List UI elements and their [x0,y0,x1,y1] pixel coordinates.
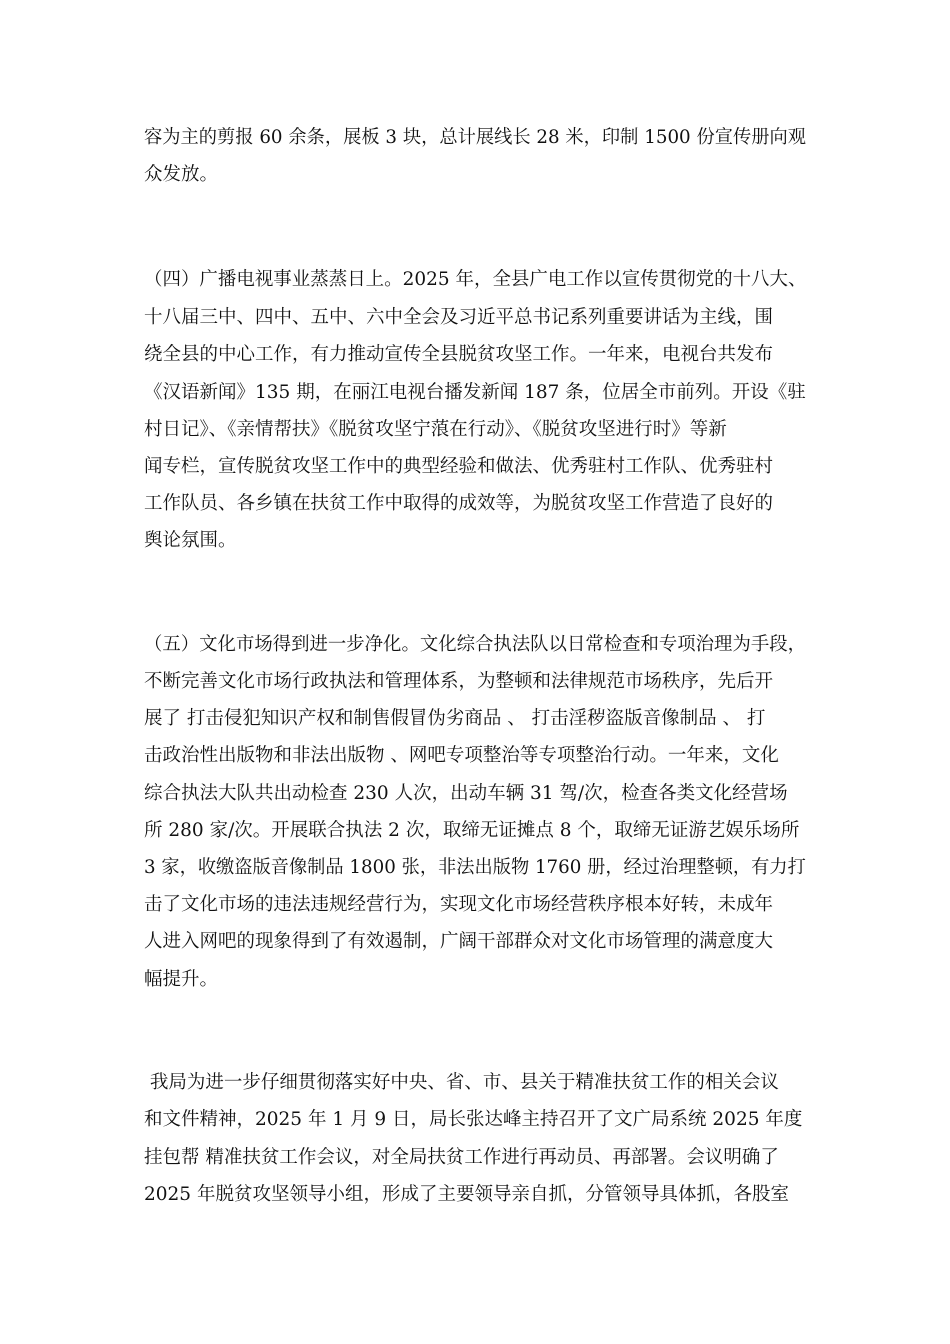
text-line: 展了 打击侵犯知识产权和制售假冒伪劣商品 、 打击淫秽盗版音像制品 、 打 [144,708,766,729]
text-line: 综合执法大队共出动检查 230 人次，出动车辆 31 驾/次，检查各类文化经营场 [144,783,788,804]
text-line: 所 280 家/次。开展联合执法 2 次，取缔无证摊点 8 个，取缔无证游艺娱乐场所 [144,820,800,841]
section-heading-line: （五）文化市场得到进一步净化。文化综合执法队以日常检查和专项治理为手段， [144,634,807,655]
text-line: 十八届三中、四中、五中、六中全会及习近平总书记系列重要讲话为主线，围 [144,307,774,328]
text-line: 舆论氛围。 [144,530,237,551]
text-line: 我局为进一步仔细贯彻落实好中央、省、市、县关于精准扶贫工作的相关会议 [144,1072,779,1093]
text-line: 人进入网吧的现象得到了有效遏制，广阔干部群众对文化市场管理的满意度大 [144,931,774,952]
text-line: 闻专栏，宣传脱贫攻坚工作中的典型经验和做法、优秀驻村工作队、优秀驻村 [144,456,774,477]
text-line: 工作队员、各乡镇在扶贫工作中取得的成效等，为脱贫攻坚工作营造了良好的 [144,493,774,514]
text-line: 2025 年脱贫攻坚领导小组，形成了主要领导亲自抓，分管领导具体抓，各股室 [144,1184,789,1205]
text-line: 绕全县的中心工作，有力推动宣传全县脱贫攻坚工作。一年来，电视台共发布 [144,344,774,365]
text-line: 村日记》、《亲情帮扶》《脱贫攻坚宁蒗在行动》、《脱贫攻坚进行时》等新 [144,419,727,440]
text-line: 幅提升。 [144,969,219,990]
text-line: 击政治性出版物和非法出版物 、网吧专项整治等专项整治行动。一年来，文化 [144,745,779,766]
text-line: 挂包帮 精准扶贫工作会议，对全局扶贫工作进行再动员、再部署。会议明确了 [144,1147,779,1168]
text-line: 3 家，收缴盗版音像制品 1800 张，非法出版物 1760 册，经过治理整顿，有力打 [144,857,806,878]
text-line: 《汉语新闻》135 期，在丽江电视台播发新闻 187 条，位居全市前列。开设《驻 [144,382,806,403]
text-line: 击了文化市场的违法违规经营行为，实现文化市场经营秩序根本好转，未成年 [144,894,774,915]
text-line: 众发放。 [144,164,219,185]
section-heading-line: （四）广播电视事业蒸蒸日上。2025 年，全县广电工作以宣传贯彻党的十八大、 [144,269,807,290]
text-line: 不断完善文化市场行政执法和管理体系，为整顿和法律规范市场秩序，先后开 [144,671,774,692]
text-line: 容为主的剪报 60 余条，展板 3 块，总计展线长 28 米，印制 1500 份宣传册向观 [144,127,806,148]
text-line: 和文件精神，2025 年 1 月 9 日，局长张达峰主持召开了文广局系统 2025 年度 [144,1109,803,1130]
